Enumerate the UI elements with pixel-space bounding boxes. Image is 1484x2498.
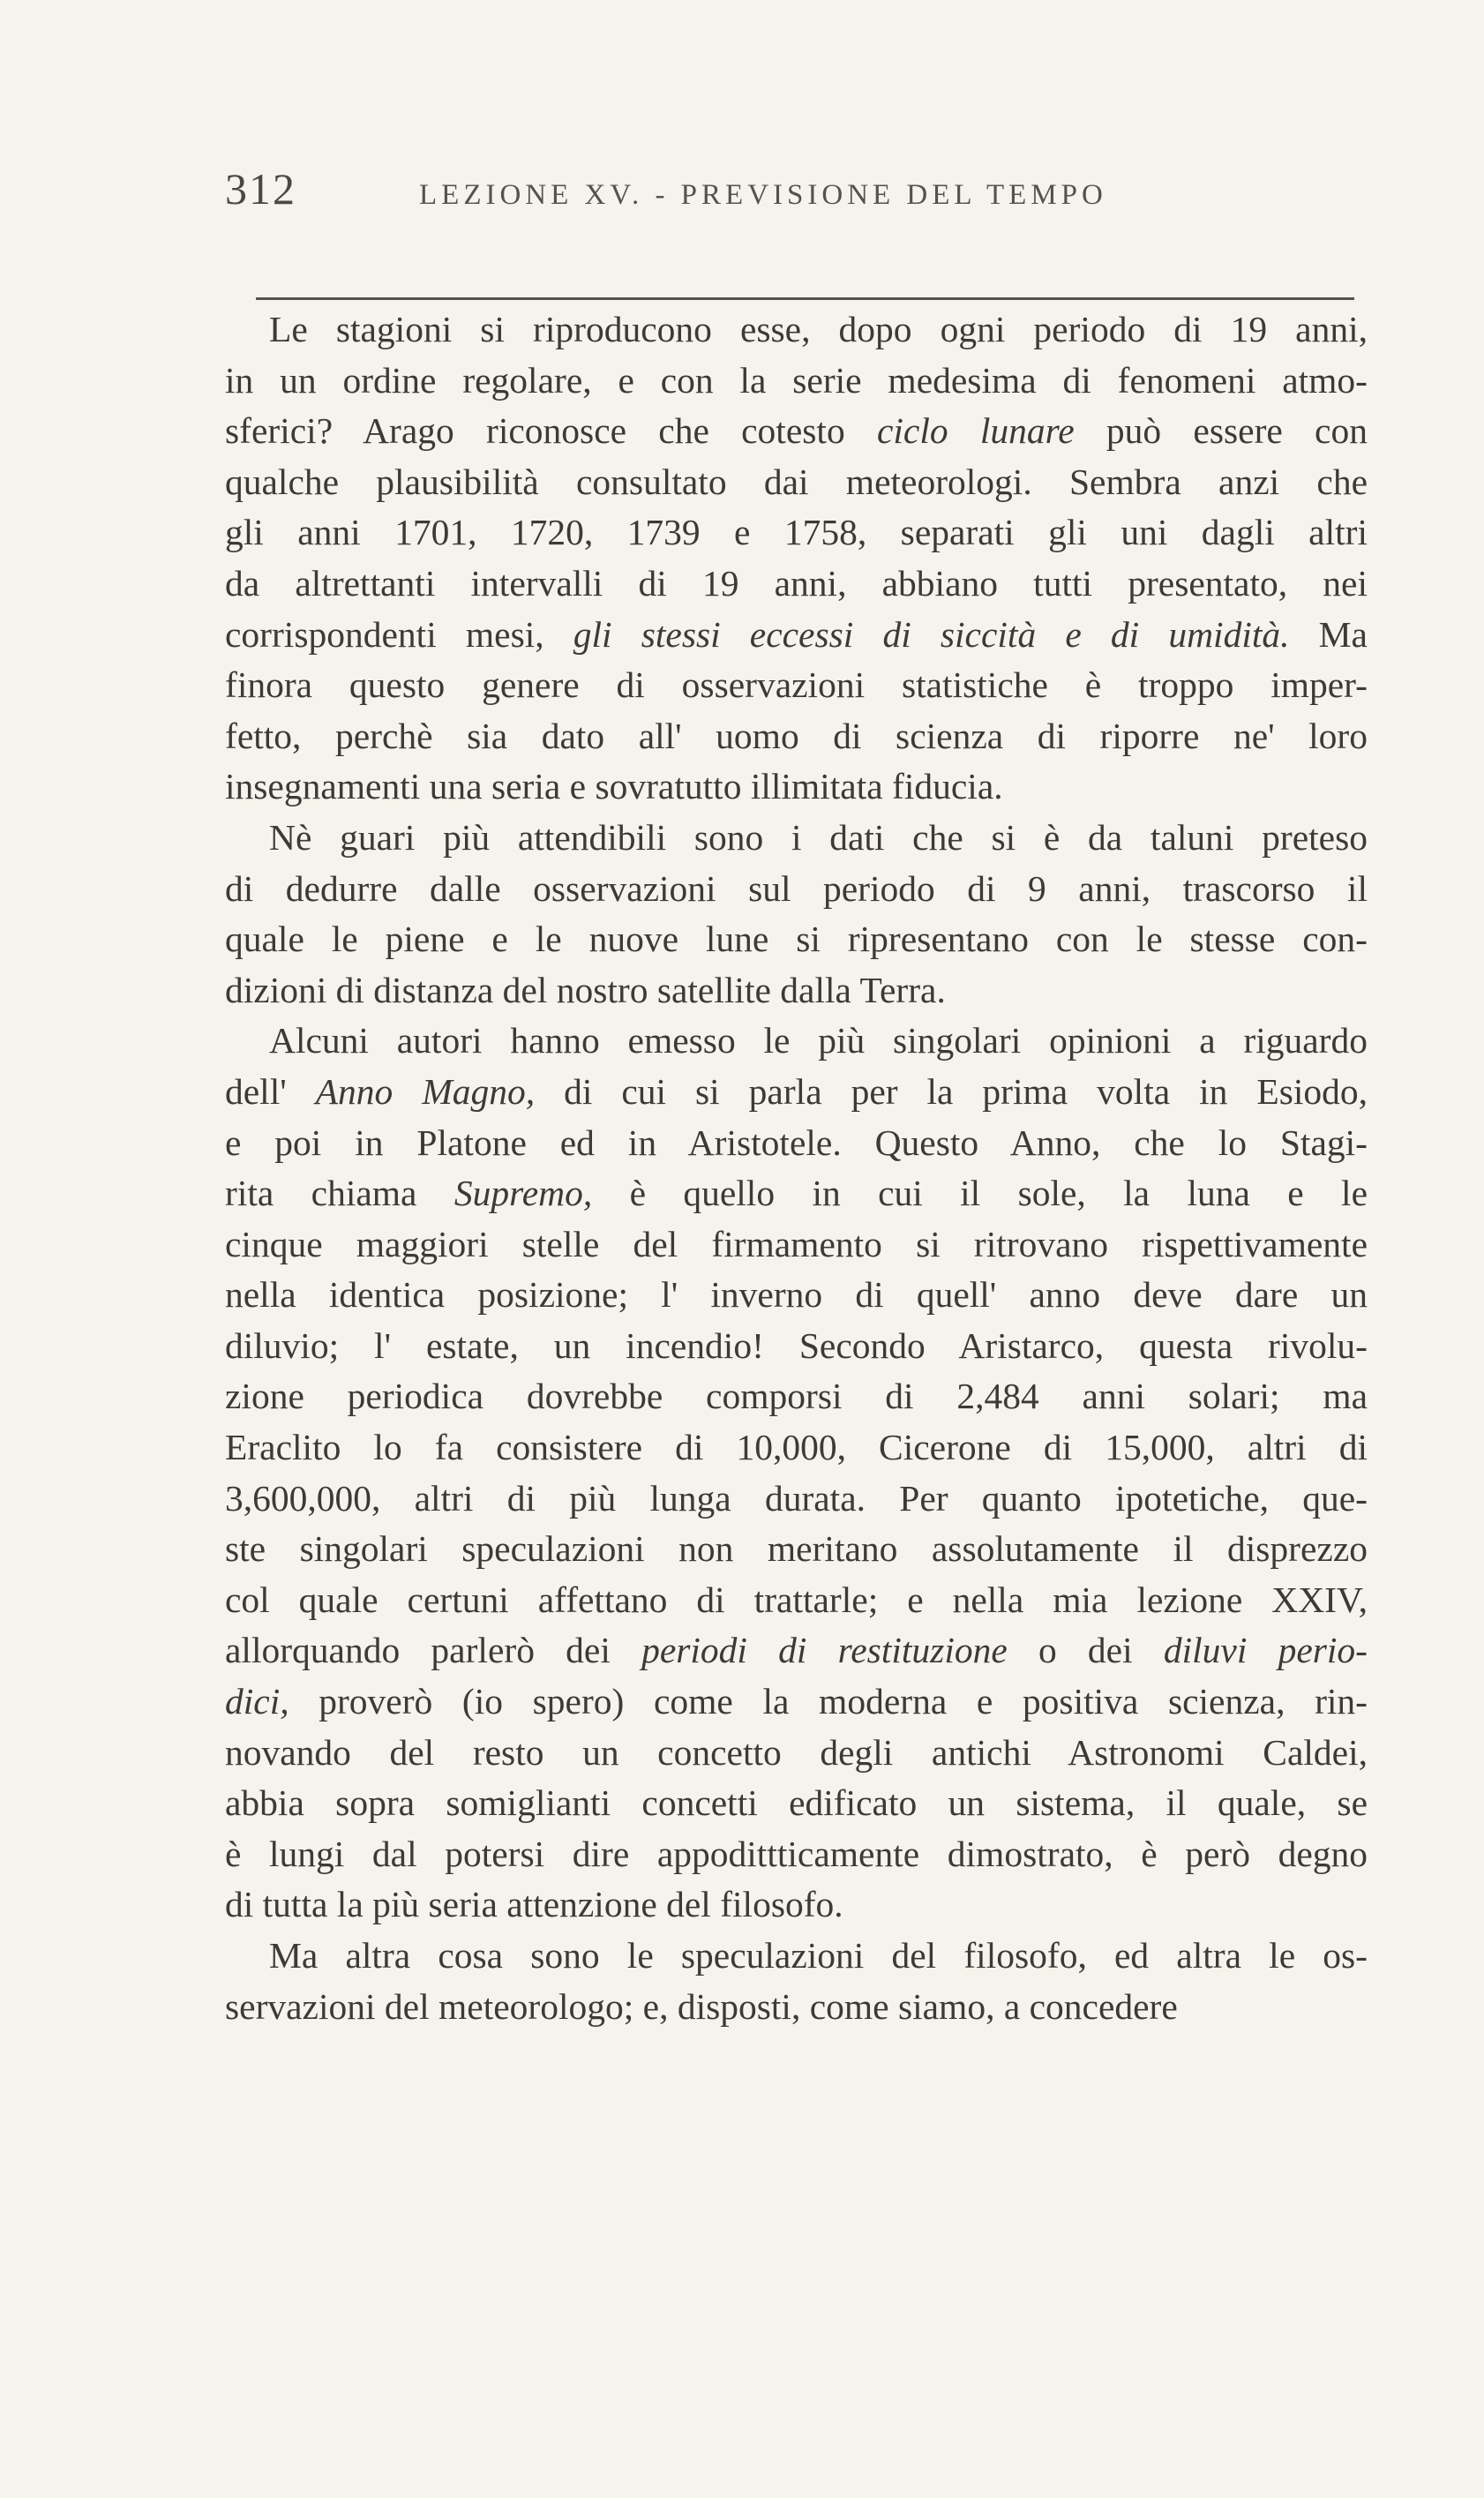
text-segment: in un ordine regolare, e con la serie medesima di fenomeni atmo-: [225, 359, 1368, 401]
text-segment: rita chiama: [225, 1173, 454, 1214]
text-line: [225, 1118, 1368, 1169]
text-line: [225, 559, 1368, 610]
italic-phrase: Anno Magno,: [315, 1070, 536, 1112]
text-segment: insegnamenti una seria e sovratutto illimitata fiducia.: [225, 766, 1003, 807]
italic-phrase: Supremo,: [453, 1173, 593, 1214]
running-head: LEZIONE XV. - PREVISIONE DEL TEMPO: [419, 179, 1107, 211]
text-segment: e poi in Platone ed in Aristotele. Questo Anno, che lo Stagi-: [225, 1121, 1368, 1163]
text-segment: zione periodica dovrebbe comporsi di 2,484 anni solari; ma: [225, 1376, 1368, 1417]
text-line: [225, 1168, 1368, 1219]
text-segment: è lungi dal potersi dire appodittticamente dimostrato, è però degno: [225, 1833, 1368, 1874]
italic-phrase: diluvi perio-: [1163, 1630, 1368, 1671]
text-line: [225, 406, 1368, 457]
text-line: [225, 1371, 1368, 1422]
text-segment: abbia sopra somiglianti concetti edificato un sistema, il quale, se: [225, 1782, 1368, 1824]
text-segment: Eraclito lo fa consistere di 10,000, Cicerone di 15,000, altri di: [225, 1427, 1368, 1468]
text-segment: ste singolari speculazioni non meritano assolutamente il disprezzo: [225, 1528, 1368, 1570]
text-line: [225, 660, 1368, 711]
text-line: [225, 813, 1368, 864]
text-line: [225, 1879, 1368, 1931]
text-segment: finora questo genere di osservazioni statistiche è troppo imper-: [225, 664, 1368, 706]
text-line: [225, 914, 1368, 965]
text-segment: da altrettanti intervalli di 19 anni, abbiano tutti presentato, nei: [225, 562, 1368, 604]
italic-phrase: ciclo lunare: [876, 410, 1075, 452]
text-line: [225, 761, 1368, 813]
text-line: [225, 1575, 1368, 1626]
italic-phrase: gli stessi eccessi di siccità e di umidità.: [573, 613, 1290, 655]
text-line: [225, 356, 1368, 407]
text-segment: di cui si parla per la prima volta in Esiodo,: [535, 1070, 1368, 1112]
text-segment: può essere con: [1074, 410, 1368, 452]
text-line: [225, 1677, 1368, 1728]
text-line: [225, 1016, 1368, 1067]
text-segment: Ma altra cosa sono le speculazioni del filosofo, ed altra le os-: [269, 1935, 1368, 1976]
text-segment: servazioni del meteorologo; e, disposti, come siamo, a concedere: [225, 1985, 1178, 2027]
text-line: [225, 711, 1368, 762]
text-segment: dell': [225, 1070, 316, 1112]
text-line: [225, 507, 1368, 559]
text-segment: diluvio; l' estate, un incendio! Secondo Aristarco, questa rivolu-: [225, 1324, 1368, 1366]
text-line: [225, 965, 1368, 1016]
body-text: [225, 304, 1368, 2032]
text-segment: novando del resto un concetto degli antichi Astronomi Caldei,: [225, 1731, 1368, 1773]
text-line: [225, 1625, 1368, 1677]
text-segment: allorquando parlerò dei: [225, 1630, 642, 1671]
text-segment: Ma: [1289, 613, 1368, 655]
text-line: [225, 1524, 1368, 1575]
text-segment: corrispondenti mesi,: [225, 613, 573, 655]
text-segment: o dei: [1007, 1630, 1164, 1671]
italic-phrase: dici,: [225, 1681, 289, 1722]
text-line: [225, 1778, 1368, 1829]
text-line: [225, 304, 1368, 356]
text-segment: Alcuni autori hanno emesso le più singolari opinioni a riguardo: [269, 1020, 1368, 1061]
text-line: [225, 1931, 1368, 1982]
text-line: [225, 1067, 1368, 1118]
text-segment: quale le piene e le nuove lune si ripresentano con le stesse con-: [225, 919, 1368, 960]
italic-phrase: periodi di restituzione: [641, 1630, 1008, 1671]
text-segment: 3,600,000, altri di più lunga durata. Per quanto ipotetiche, que-: [225, 1477, 1368, 1519]
text-segment: cinque maggiori stelle del firmamento si ritrovano rispettivamente: [225, 1223, 1368, 1264]
text-segment: fetto, perchè sia dato all' uomo di scienza di riporre ne' loro: [225, 715, 1368, 756]
text-segment: sferici? Arago riconosce che cotesto: [225, 410, 877, 452]
text-line: [225, 1982, 1368, 2033]
text-line: [225, 1829, 1368, 1880]
text-line: [225, 1474, 1368, 1525]
text-line: [225, 1219, 1368, 1271]
text-line: [225, 1422, 1368, 1474]
text-segment: col quale certuni affettano di trattarle; e nella mia lezione XXIV,: [225, 1579, 1368, 1620]
text-segment: gli anni 1701, 1720, 1739 e 1758, separati gli uni dagli altri: [225, 512, 1368, 553]
text-segment: qualche plausibilità consultato dai meteorologi. Sembra anzi che: [225, 461, 1368, 502]
text-segment: di dedurre dalle osservazioni sul periodo di 9 anni, trascorso il: [225, 867, 1368, 909]
text-line: [225, 1728, 1368, 1779]
text-line: [225, 457, 1368, 508]
text-segment: dizioni di distanza del nostro satellite dalla Terra.: [225, 969, 946, 1010]
header-rule: [256, 297, 1354, 300]
text-segment: proverò (io spero) come la moderna e positiva scienza, rin-: [289, 1681, 1368, 1722]
page-header: [225, 163, 1368, 225]
page-number: 312: [225, 164, 296, 214]
text-segment: Le stagioni si riproducono esse, dopo ogni periodo di 19 anni,: [269, 309, 1368, 349]
text-segment: Nè guari più attendibili sono i dati che si è da taluni preteso: [269, 816, 1368, 858]
text-line: [225, 1270, 1368, 1321]
text-segment: nella identica posizione; l' inverno di quell' anno deve dare un: [225, 1274, 1368, 1316]
text-segment: è quello in cui il sole, la luna e le: [592, 1173, 1368, 1214]
text-segment: di tutta la più seria attenzione del filosofo.: [225, 1884, 843, 1925]
text-line: [225, 610, 1368, 661]
text-line: [225, 1321, 1368, 1372]
text-line: [225, 864, 1368, 915]
